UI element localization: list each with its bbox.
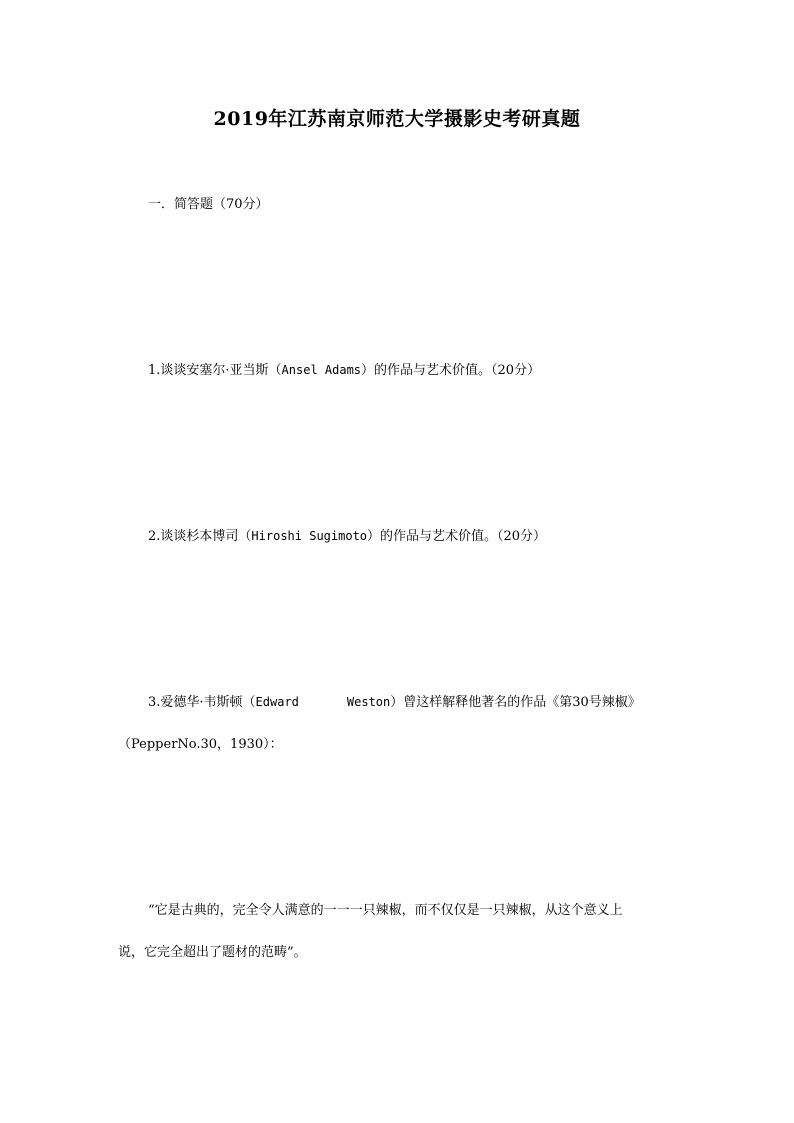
question-1-text-pre: 谈谈安塞尔·亚当斯（: [160, 363, 282, 378]
question-3-number: 3.: [148, 695, 161, 710]
question-3-name-en-first: Edward: [255, 695, 299, 709]
question-3: [148, 691, 641, 710]
question-2-name-en: Hiroshi Sugimoto: [251, 529, 368, 543]
question-3-text-post: ）曾这样解释他著名的作品《第30号辣椒》: [390, 695, 641, 710]
question-2: [148, 525, 546, 544]
question-1-number: 1.: [148, 363, 161, 378]
question-2-number: 2.: [148, 529, 161, 544]
question-3-name-en-last: Weston: [346, 695, 391, 709]
question-2-text-post: ）的作品与艺术价值。（20分）: [367, 529, 547, 544]
section-heading: 一．简答题（70分）: [148, 197, 269, 212]
quote-line-1: “它是古典的，完全令人满意的一一一只辣椒，而不仅仅是一只辣椒，从这个意义上: [148, 903, 623, 918]
question-1-name-en: Ansel Adams: [281, 363, 362, 377]
quote-line-2: 说，它完全超出了题材的范畴”。: [118, 945, 307, 960]
question-3-text-pre: 爱德华·韦斯顿（: [160, 695, 256, 710]
question-1-text-post: ）的作品与艺术价值。（20分）: [361, 363, 541, 378]
question-1: [148, 359, 540, 378]
question-3-line-2: （PepperNo.30，1930）：: [118, 737, 283, 752]
question-2-text-pre: 谈谈杉本博司（: [160, 529, 252, 544]
document-title: 2019年江苏南京师范大学摄影史考研真题: [213, 108, 581, 130]
